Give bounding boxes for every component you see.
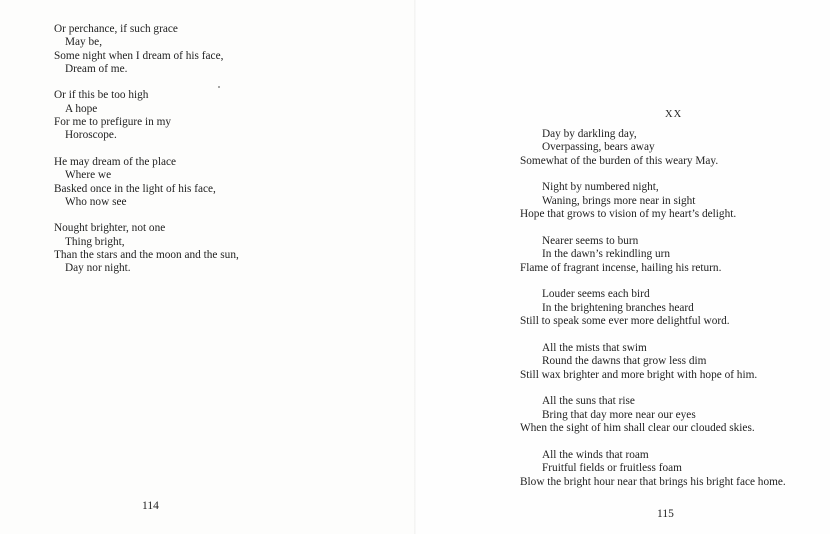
poem-line: Or if this be too high (54, 89, 149, 102)
poem-line: Basked once in the light of his face, (54, 182, 216, 195)
poem-line: Dream of me. (65, 62, 128, 75)
poem-line: Or perchance, if such grace (54, 23, 178, 35)
poem-line: He may dream of the place (54, 155, 177, 168)
poem-line: Who now see (65, 195, 127, 208)
right-poem (520, 128, 786, 502)
stanza (54, 222, 239, 275)
poem-line: A hope (65, 102, 98, 115)
poem-line: When the sight of him shall clear our clouded skies. (520, 422, 755, 435)
poem-line: Day nor night. (65, 262, 131, 275)
stanza (520, 288, 786, 328)
poem-line: Day by darkling day, (542, 128, 637, 140)
poem-line: Thing bright, (65, 235, 125, 248)
poem-line: Some night when I dream of his face, (54, 49, 224, 62)
stanza (54, 23, 239, 76)
poem-line: Horoscope. (65, 129, 117, 142)
stanza (54, 156, 239, 209)
section-number: XX (665, 109, 683, 120)
poem-line: All the suns that rise (542, 395, 635, 408)
poem-line: Night by numbered night, (542, 181, 659, 194)
poem-line: In the dawn’s rekindling urn (542, 248, 671, 261)
poem-line: Bring that day more near our eyes (542, 408, 696, 421)
poem-line: Where we (65, 169, 112, 182)
poem-line: Hope that grows to vision of my heart’s delight. (520, 208, 737, 221)
poem-line: Waning, brings more near in sight (542, 194, 696, 207)
poem-line: Still to speak some ever more delightful word. (520, 315, 730, 328)
paper-speck (218, 86, 220, 88)
stanza (520, 235, 786, 275)
page-number-left: 114 (142, 500, 159, 512)
poem-line: For me to prefigure in my (54, 116, 172, 129)
poem-line: Than the stars and the moon and the sun, (54, 249, 239, 262)
right-page (415, 0, 830, 534)
poem-line: In the brightening branches heard (542, 301, 694, 314)
poem-line: Overpassing, bears away (542, 141, 655, 154)
poem-line: May be, (65, 36, 103, 49)
poem-line: Fruitful fields or fruitless foam (542, 462, 682, 475)
poem-line: Round the dawns that grow less dim (542, 355, 707, 368)
poem-line: Nearer seems to burn (542, 234, 639, 247)
poem-line: Still wax brighter and more bright with hope of him. (520, 368, 758, 381)
stanza (520, 181, 786, 221)
stanza (520, 128, 786, 168)
poem-line: Blow the bright hour near that brings his bright face home. (520, 475, 786, 488)
stanza (520, 449, 786, 489)
book-gutter (414, 0, 416, 534)
stanza (520, 395, 786, 435)
poem-line: Louder seems each bird (542, 288, 650, 301)
stanza (520, 342, 786, 382)
page-number-right: 115 (657, 508, 674, 520)
poem-line: Flame of fragrant incense, hailing his return. (520, 261, 722, 274)
poem-line: Somewhat of the burden of this weary May. (520, 154, 719, 167)
poem-line: All the winds that roam (542, 448, 649, 461)
poem-line: Nought brighter, not one (54, 222, 166, 235)
poem-line: All the mists that swim (542, 341, 647, 354)
stanza (54, 89, 239, 142)
left-poem (54, 23, 239, 289)
